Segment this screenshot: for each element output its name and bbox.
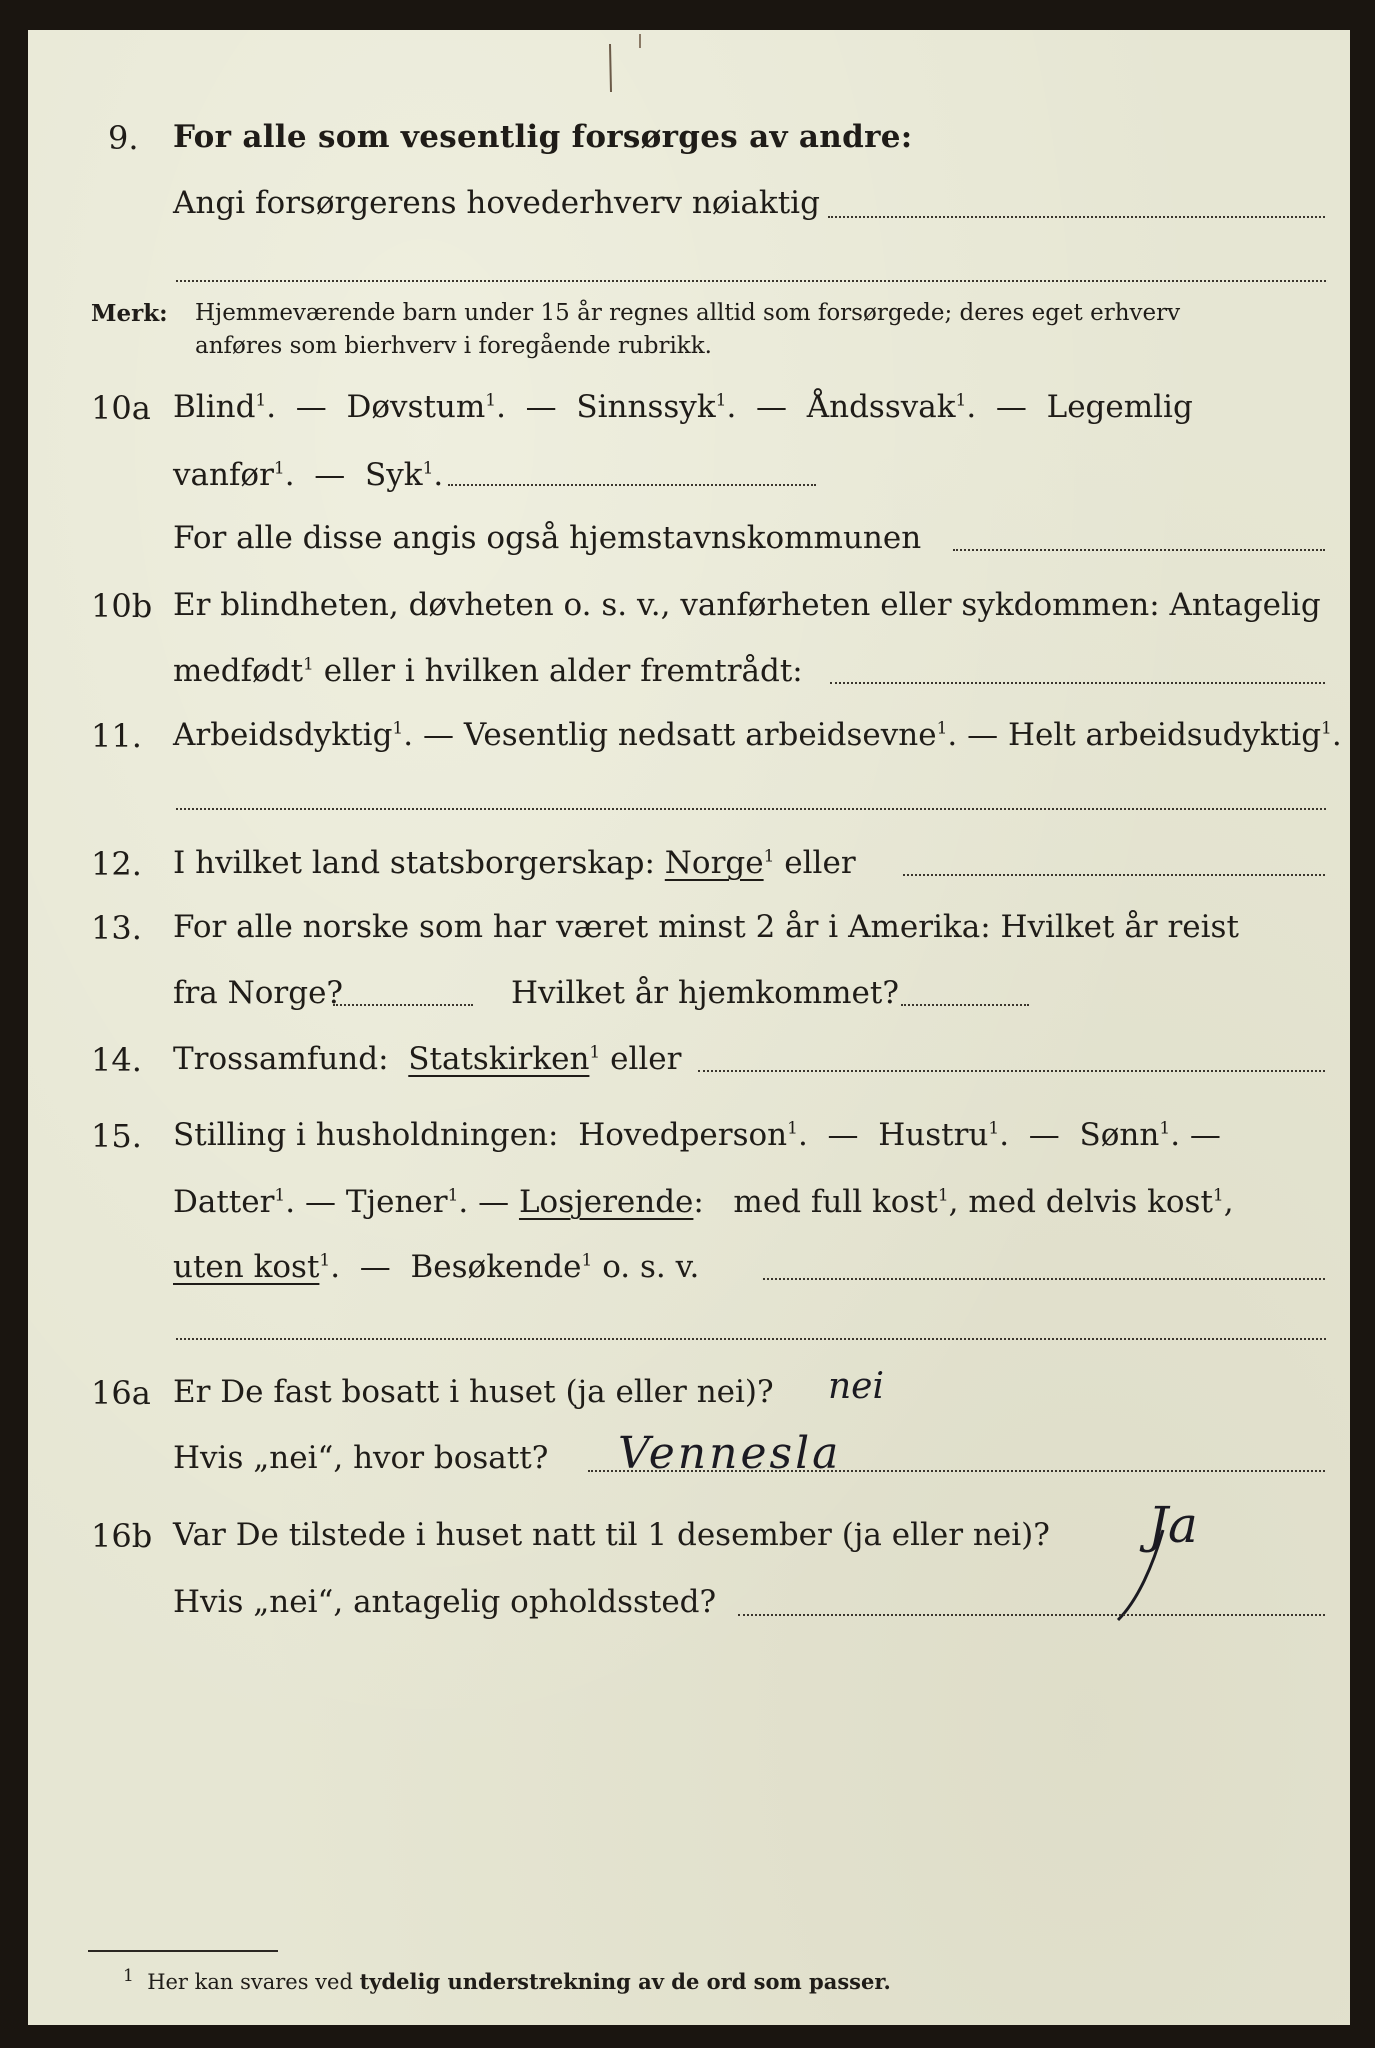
q10b-number: 10b xyxy=(91,587,153,625)
q15-stilling: Stilling i husholdningen: xyxy=(173,1117,559,1153)
q14-answer-line[interactable] xyxy=(698,1070,1325,1072)
q10a-number: 10a xyxy=(91,389,151,427)
q13-reist-line[interactable] xyxy=(333,1004,473,1006)
q9-line2: Angi forsørgerens hovederhverv nøiaktig xyxy=(173,185,820,221)
merk-line2: anføres som bierhverv i foregående rubrikk. xyxy=(195,333,712,359)
merk-label: Merk: xyxy=(91,300,168,327)
q9-answer-line-2[interactable] xyxy=(176,280,1326,282)
q11-answer-line[interactable] xyxy=(176,808,1326,810)
q12-answer-line[interactable] xyxy=(903,874,1325,876)
q9-answer-line[interactable] xyxy=(828,216,1325,218)
option-vesentlig-nedsatt[interactable]: Vesentlig nedsatt arbeidsevne xyxy=(463,717,937,753)
q16a-line2: Hvis „nei“, hvor bosatt? xyxy=(173,1440,549,1476)
footnote-text-bold: tydelig understrekning av de ord som passer. xyxy=(359,1969,891,1994)
footnote-text: Her kan svares ved xyxy=(147,1970,353,1994)
option-statskirken[interactable]: Statskirken xyxy=(408,1041,590,1077)
q13-hjemkommet: Hvilket år hjemkommet? xyxy=(511,975,899,1011)
option-hustru[interactable]: Hustru xyxy=(878,1117,989,1153)
q16b-line2: Hvis „nei“, antagelig opholdssted? xyxy=(173,1584,717,1620)
census-form-page xyxy=(28,30,1350,2025)
option-dovstum[interactable]: Døvstum xyxy=(346,389,486,425)
option-besokende[interactable]: Besøkende xyxy=(410,1249,582,1285)
q11-line: Arbeidsdyktig$^1$. — Vesentlig nedsatt arbeidsevne$^1$. — Helt arbeidsudyktig$^1$. xyxy=(173,717,1342,753)
q10a-line3: For alle disse angis også hjemstavnskommunen xyxy=(173,520,922,556)
footnote-mark: 1 xyxy=(123,1966,134,1986)
option-arbeidsdyktig[interactable]: Arbeidsdyktig xyxy=(173,717,393,753)
option-legemlig[interactable]: Legemlig xyxy=(1046,389,1193,425)
option-uten-kost[interactable]: uten kost xyxy=(173,1249,320,1285)
q16b-opholdssted-line[interactable] xyxy=(738,1614,1325,1616)
q10b-answer-line[interactable] xyxy=(830,682,1325,684)
merk-line1: Hjemmeværende barn under 15 år regnes alltid som forsørgede; deres eget erhverv xyxy=(195,300,1181,326)
option-med-full-kost[interactable]: med full kost xyxy=(733,1184,938,1220)
q14-prefix: Trossamfund: xyxy=(173,1041,389,1077)
option-sinnssyk[interactable]: Sinnssyk xyxy=(576,389,716,425)
q15-line2: Datter$^1$. — Tjener$^1$. — Losjerende: med full kost$^1$, med delvis kost$^1$, xyxy=(173,1184,1234,1220)
footnote xyxy=(123,1966,891,1994)
q10b-line2-text: eller i hvilken alder fremtrådt: xyxy=(323,653,803,689)
option-vanfor[interactable]: vanfør xyxy=(173,457,274,493)
q10a-hjemstavn-line[interactable] xyxy=(953,549,1325,551)
q10a-line2: vanfør$^1$. — Syk$^1$. xyxy=(173,457,444,493)
q16b-answer-handwriting: Ja xyxy=(1148,1496,1198,1554)
q12-number: 12. xyxy=(91,845,142,883)
option-sonn[interactable]: Sønn xyxy=(1079,1117,1160,1153)
q14-eller: eller xyxy=(610,1041,682,1077)
q13-fra-norge: fra Norge? xyxy=(173,975,344,1011)
q14-line: Trossamfund: Statskirken$^1$ eller xyxy=(173,1041,682,1077)
q16a-number: 16a xyxy=(91,1374,151,1412)
q16a-line1: Er De fast bosatt i huset (ja eller nei)? xyxy=(173,1374,774,1410)
q13-number: 13. xyxy=(91,909,142,947)
q9-heading: For alle som vesentlig forsørges av andre: xyxy=(173,119,913,155)
q10a-answer-line[interactable] xyxy=(448,484,816,486)
q13-line1: For alle norske som har været minst 2 år i Amerika: Hvilket år reist xyxy=(173,909,1239,945)
q12-prefix: I hvilket land statsborgerskap: xyxy=(173,845,655,881)
q13-hjemkommet-line[interactable] xyxy=(901,1004,1029,1006)
option-datter[interactable]: Datter xyxy=(173,1184,275,1220)
q9-number: 9. xyxy=(108,119,139,157)
q10a-line1: Blind$^1$. — Døvstum$^1$. — Sinnssyk$^1$. — Åndssvak$^1$. — Legemlig xyxy=(173,389,1193,425)
q15-line1: Stilling i husholdningen: Hovedperson$^1$. — Hustru$^1$. — Sønn$^1$. — xyxy=(173,1117,1221,1153)
q15-answer-line-2[interactable] xyxy=(176,1338,1326,1340)
option-blind[interactable]: Blind xyxy=(173,389,256,425)
q16b-number: 16b xyxy=(91,1517,153,1555)
q16a-bosatt-handwriting: Vennesla xyxy=(618,1428,842,1479)
q16b-line1: Var De tilstede i huset natt til 1 desember (ja eller nei)? xyxy=(173,1517,1050,1553)
q15-answer-line[interactable] xyxy=(763,1278,1325,1280)
option-losjerende[interactable]: Losjerende xyxy=(518,1184,694,1220)
q16a-answer-handwriting: nei xyxy=(828,1366,885,1407)
q15-line3: uten kost$^1$. — Besøkende$^1$ o. s. v. xyxy=(173,1249,700,1285)
option-andssvak[interactable]: Åndssvak xyxy=(806,389,956,425)
q15-osv: o. s. v. xyxy=(602,1249,700,1285)
option-syk[interactable]: Syk xyxy=(365,457,423,493)
q11-number: 11. xyxy=(91,717,142,755)
option-helt-arbeidsudyktig[interactable]: Helt arbeidsudyktig xyxy=(1007,717,1322,753)
option-hovedperson[interactable]: Hovedperson xyxy=(578,1117,788,1153)
option-med-delvis-kost[interactable]: med delvis kost xyxy=(968,1184,1213,1220)
ink-mark xyxy=(588,30,648,100)
q14-number: 14. xyxy=(91,1041,142,1079)
q10b-line2: medfødt$^1$ eller i hvilken alder fremtrådt: xyxy=(173,653,803,689)
q12-eller: eller xyxy=(784,845,856,881)
q10b-line1: Er blindheten, døvheten o. s. v., vanførheten eller sykdommen: Antagelig xyxy=(173,587,1321,623)
option-tjener[interactable]: Tjener xyxy=(345,1184,448,1220)
q15-number: 15. xyxy=(91,1117,142,1155)
footnote-rule xyxy=(88,1950,278,1952)
option-norge[interactable]: Norge xyxy=(664,845,764,881)
q12-line: I hvilket land statsborgerskap: Norge$^1$ eller xyxy=(173,845,856,881)
option-medfodt[interactable]: medfødt xyxy=(173,653,304,689)
